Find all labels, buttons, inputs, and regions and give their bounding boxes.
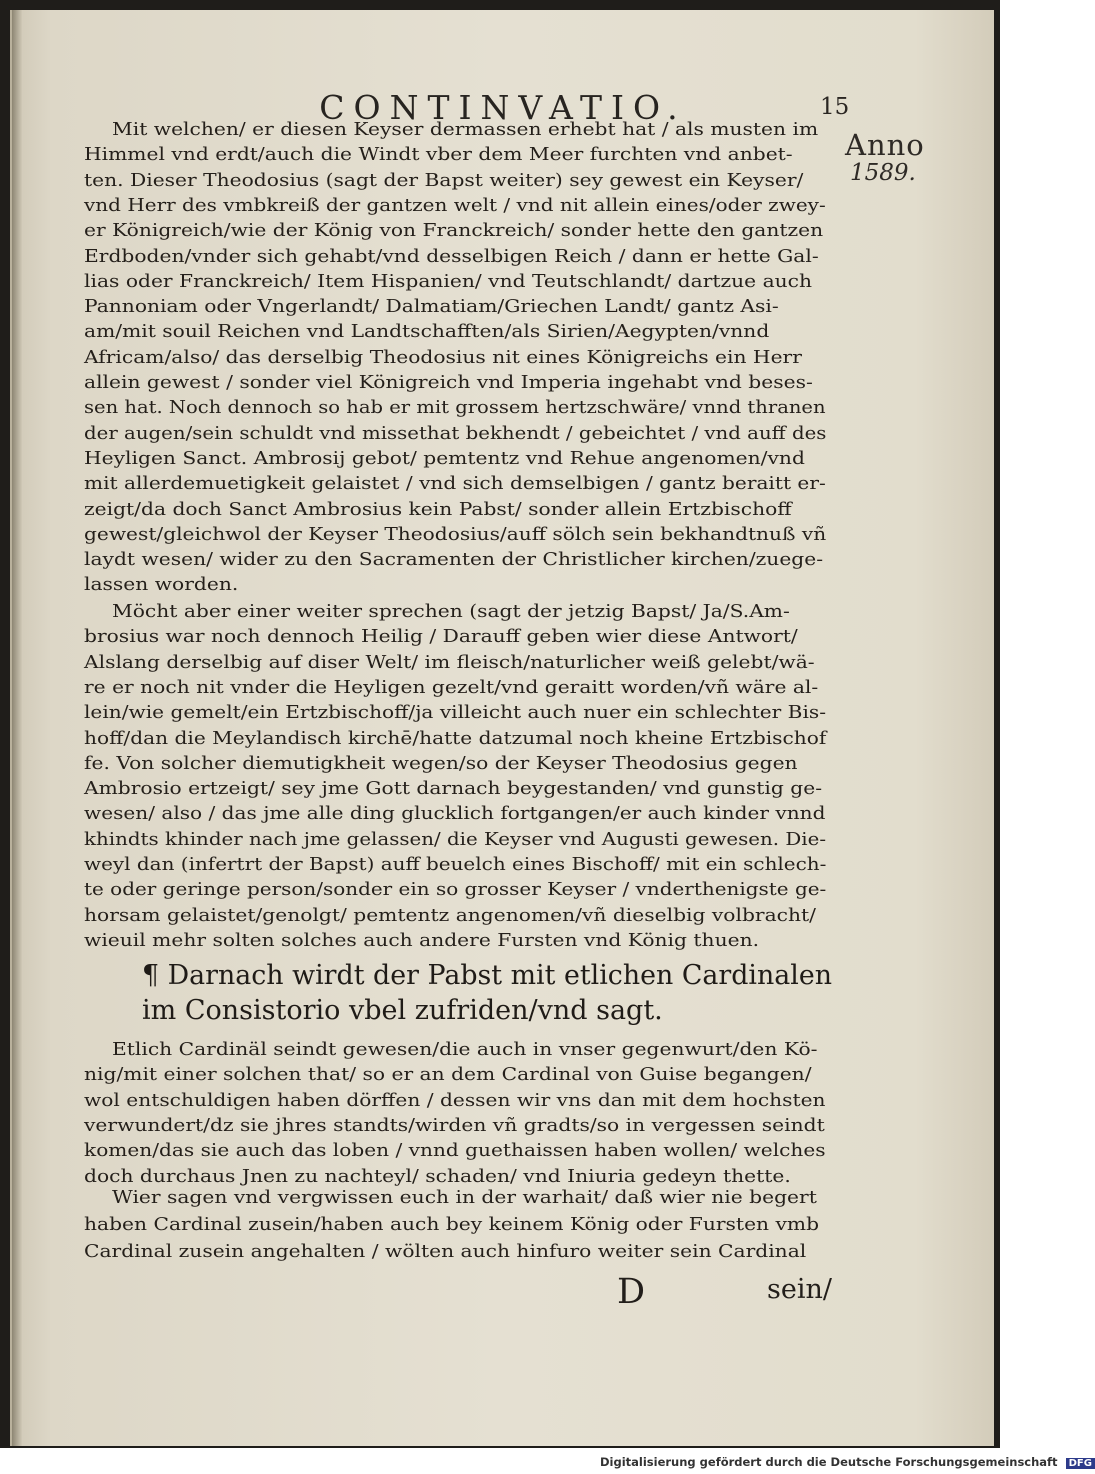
text-line: Wier sagen vnd vergwissen euch in der warhait/ daß wier nie begert bbox=[112, 1188, 817, 1208]
text-line: Africam/also/ das derselbig Theodosius nit eines Königreichs ein Herr bbox=[84, 347, 802, 368]
text-line: Mit welchen/ er diesen Keyser dermassen erhebt hat / als musten im bbox=[112, 120, 819, 140]
text-line: weyl dan (infertrt der Bapst) auff beuelch eines Bischoff/ mit ein schlech- bbox=[84, 855, 827, 875]
text-line: khindts khinder nach jme gelassen/ die Keyser vnd Augusti gewesen. Die- bbox=[84, 829, 827, 850]
text-line: mit allerdemuetigkeit gelaistet / vnd sich demselbigen / gantz beraitt er- bbox=[84, 474, 826, 495]
digitization-credit bbox=[600, 1455, 1095, 1469]
credit-text: Digitalisierung gefördert durch die Deutsche Forschungsgemeinschaft bbox=[600, 1455, 1058, 1469]
catchword: sein/ bbox=[767, 1274, 832, 1305]
text-line: nig/mit einer solchen that/ so er an dem Cardinal von Guise begangen/ bbox=[84, 1065, 812, 1086]
text-line: am/mit souil Reichen vnd Landtschafften/als Sirien/Aegypten/vnnd bbox=[84, 322, 770, 343]
margin-note-year: 1589. bbox=[850, 160, 916, 186]
text-line: te oder geringe person/sonder ein so grosser Keyser / vnderthenigste ge- bbox=[84, 880, 827, 901]
text-line: vnd Herr des vmbkreiß der gantzen welt / vnd nit allein eines/oder zwey- bbox=[84, 195, 826, 216]
text-line: sen hat. Noch dennoch so hab er mit grossem hertzschwäre/ vnnd thranen bbox=[84, 398, 826, 419]
running-title: CONTINVATIO. bbox=[319, 88, 687, 127]
text-line: Alslang derselbig auf diser Welt/ im fleisch/naturlicher weiß gelebt/wä- bbox=[84, 652, 815, 673]
text-line: Erdboden/vnder sich gehabt/vnd desselbigen Reich / dann er hette Gal- bbox=[84, 246, 819, 267]
text-line: Heyligen Sanct. Ambrosij gebot/ pemtentz vnd Rehue angenomen/vnd bbox=[84, 448, 805, 469]
text-line: laydt wesen/ wider zu den Sacramenten der Christlicher kirchen/zuege- bbox=[84, 550, 824, 571]
text-line: Himmel vnd erdt/auch die Windt vber dem Meer furchten vnd anbet- bbox=[84, 145, 793, 166]
text-line: im Consistorio vbel zufriden/vnd sagt. bbox=[142, 995, 663, 1026]
text-line: komen/das sie auch das loben / vnnd guethaissen haben wollen/ welches bbox=[84, 1141, 826, 1162]
text-line: ¶ Darnach wirdt der Pabst mit etlichen Cardinalen bbox=[142, 960, 833, 991]
text-line: wesen/ also / das jme alle ding glucklich fortgangen/er auch kinder vnnd bbox=[84, 804, 826, 825]
text-line: wieuil mehr solten solches auch andere Fursten vnd König thuen. bbox=[84, 930, 760, 951]
text-line: lias oder Franckreich/ Item Hispanien/ vnd Teutschlandt/ dartzue auch bbox=[84, 271, 813, 292]
text-line: der augen/sein schuldt vnd missethat bekhendt / gebeichtet / vnd auff des bbox=[84, 423, 827, 444]
text-line: wol entschuldigen haben dörffen / dessen wir vns dan mit dem hochsten bbox=[84, 1090, 826, 1111]
text-line: Cardinal zusein angehalten / wölten auch hinfuro weiter sein Cardinal bbox=[84, 1242, 807, 1262]
text-line: ten. Dieser Theodosius (sagt der Bapst weiter) sey gewest ein Keyser/ bbox=[84, 170, 804, 191]
text-line: Pannoniam oder Vngerlandt/ Dalmatiam/Griechen Landt/ gantz Asi- bbox=[84, 297, 779, 318]
margin-note-anno: Anno bbox=[845, 128, 925, 162]
folio-number: 15 bbox=[820, 94, 850, 120]
text-line: fe. Von solcher diemutigkheit wegen/so der Keyser Theodosius gegen bbox=[84, 753, 798, 774]
text-line: er Königreich/wie der König von Franckreich/ sonder hette den gantzen bbox=[84, 221, 824, 242]
text-line: allein gewest / sonder viel Königreich vnd Imperia ingehabt vnd beses- bbox=[84, 373, 813, 393]
text-line: lassen worden. bbox=[84, 575, 239, 596]
text-line: Möcht aber einer weiter sprechen (sagt der jetzig Bapst/ Ja/S.Am- bbox=[112, 602, 790, 622]
text-line: verwundert/dz sie jhres standts/wirden vñ gradts/so in vergessen seindt bbox=[84, 1115, 825, 1136]
text-line: Ambrosio ertzeigt/ sey jme Gott darnach beygestanden/ vnd gunstig ge- bbox=[84, 779, 823, 800]
text-line: hoff/dan die Meylandisch kirchē/hatte datzumal noch kheine Ertzbischof bbox=[84, 728, 827, 749]
signature-mark: D bbox=[617, 1272, 646, 1312]
text-line: gewest/gleichwol der Keyser Theodosius/auff sölch sein bekhandtnuß vñ bbox=[84, 524, 827, 545]
text-line: re er noch nit vnder die Heyligen gezelt/vnd geraitt worden/vñ wäre al- bbox=[84, 677, 819, 698]
text-line: brosius war noch dennoch Heilig / Darauff geben wier diese Antwort/ bbox=[84, 627, 798, 648]
text-line: zeigt/da doch Sanct Ambrosius kein Pabst/ sonder allein Ertzbischoff bbox=[84, 499, 792, 520]
dfg-logo: DFG bbox=[1066, 1458, 1095, 1469]
text-line: haben Cardinal zusein/haben auch bey keinem König oder Fursten vmb bbox=[84, 1215, 820, 1235]
book-page bbox=[10, 10, 994, 1446]
text-line: doch durchaus Jnen zu nachteyl/ schaden/ vnd Iniuria gedeyn thette. bbox=[84, 1166, 791, 1187]
text-line: lein/wie gemelt/ein Ertzbischoff/ja villeicht auch nuer ein schlechter Bis- bbox=[84, 703, 827, 724]
text-line: horsam gelaistet/genolgt/ pemtentz angenomen/vñ dieselbig volbracht/ bbox=[84, 905, 816, 926]
text-line: Etlich Cardinäl seindt gewesen/die auch in vnser gegenwurt/den Kö- bbox=[112, 1040, 818, 1060]
